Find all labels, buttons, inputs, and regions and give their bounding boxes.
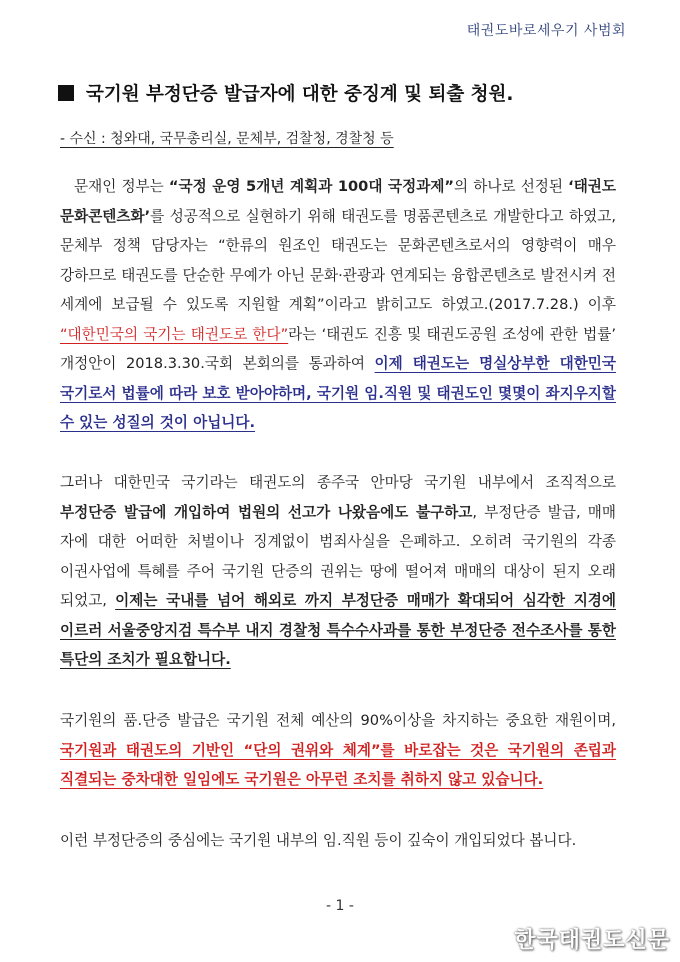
paragraph-2 [60, 468, 616, 675]
page-number: - 1 - [326, 898, 354, 914]
p1-text: 문재인 정부는 [74, 178, 169, 195]
title-text: 국기원 부정단증 발급자에 대한 중징계 및 퇴출 청원. [86, 84, 514, 105]
p2-underlined-statement: 이제는 국내를 넘어 해외로 까지 부정단증 매매가 확대되어 심각한 지경에 이르러 서울중앙지검 특수부 내지 경찰청 특수수사과를 통한 부정단증 전수조사를 통한 특단의 조치가 필요합니다. [60, 592, 616, 668]
paragraph-3 [60, 706, 616, 795]
organization-header: 태권도바로세우기 사범회 [466, 23, 626, 39]
p2-text: , 부정단증 발급, 매매 자에 대한 어떠한 처벌이나 징계없이 범죄사실을 은폐하고. 오히려 국기원의 각종 이권사업에 특혜를 주어 국기원 단증의 권위는 땅에 떨어져 매매의 대상이 된지 오래 되었고, [60, 503, 616, 609]
recipients-line: - 수신 : 청와대, 국무총리실, 문체부, 검찰청, 경찰청 등 [60, 131, 394, 147]
p3-red-underlined-statement: 국기원과 태권도의 기반인 “단의 권위와 체계”를 바로잡는 것은 국기원의 존립과 직결되는 중차대한 일임에도 국기원은 아무런 조치를 취하지 않고 있습니다. [60, 741, 616, 788]
p1-bold-quote: ‘태권도 문화콘텐츠화’ [60, 178, 616, 225]
p1-bold-quote: “국정 운영 5개년 계획과 100대 국정과제” [168, 178, 455, 195]
p1-text: 의 하나로 선정된 [454, 178, 569, 195]
black-square-bullet-icon [58, 85, 74, 101]
p2-text: 그러나 대한민국 국기라는 태권도의 종주국 안마당 국기원 내부에서 조직적으로 [60, 474, 616, 491]
p1-blue-underlined-statement: 이제 태권도는 명실상부한 대한민국 국기로서 법률에 따라 보호 받아야하며, 국기원 임.직원 및 태권도인 몇몇이 좌지우지할 수 있는 성질의 것이 아닙니다. [60, 355, 616, 431]
paragraph-4: 이런 부정단증의 중심에는 국기원 내부의 임.직원 등이 깊숙이 개입되었다 봅니다. [60, 832, 577, 849]
p1-text: 라는 ‘태권도 진흥 및 태권도공원 조성에 관한 법률’ 개정안이 2018.3.30.국회 본회의를 통과하여 [60, 325, 616, 372]
p1-text: 를 성공적으로 실현하기 위해 태권도를 명품콘텐츠로 개발한다고 하였고, 문체부 정책 담당자는 “한류의 원조인 태권도는 문화콘텐츠로서의 영향력이 매우 강하므로 태권도를 단순한 무예가 아닌 문화·관광과 연계되는 융합콘텐츠로 발전시켜 전 세계에 보급될 수 있도록 지원할 계획”이라고 밝히고도 하였고.(2017.7.28.) 이후 [60, 207, 616, 313]
p3-text: 국기원의 품.단증 발급은 국기원 전체 예산의 90%이상을 차지하는 중요한 재원이며, [60, 712, 616, 729]
paragraph-1 [60, 172, 616, 438]
p1-red-underlined-quote: “대한민국의 국기는 태권도로 한다” [60, 325, 289, 343]
document-title [58, 80, 513, 106]
watermark-logo: 한국태권도신문 [514, 928, 670, 953]
p2-bold-text: 부정단증 발급에 개입하여 법원의 선고가 나왔음에도 불구하고 [60, 503, 473, 521]
